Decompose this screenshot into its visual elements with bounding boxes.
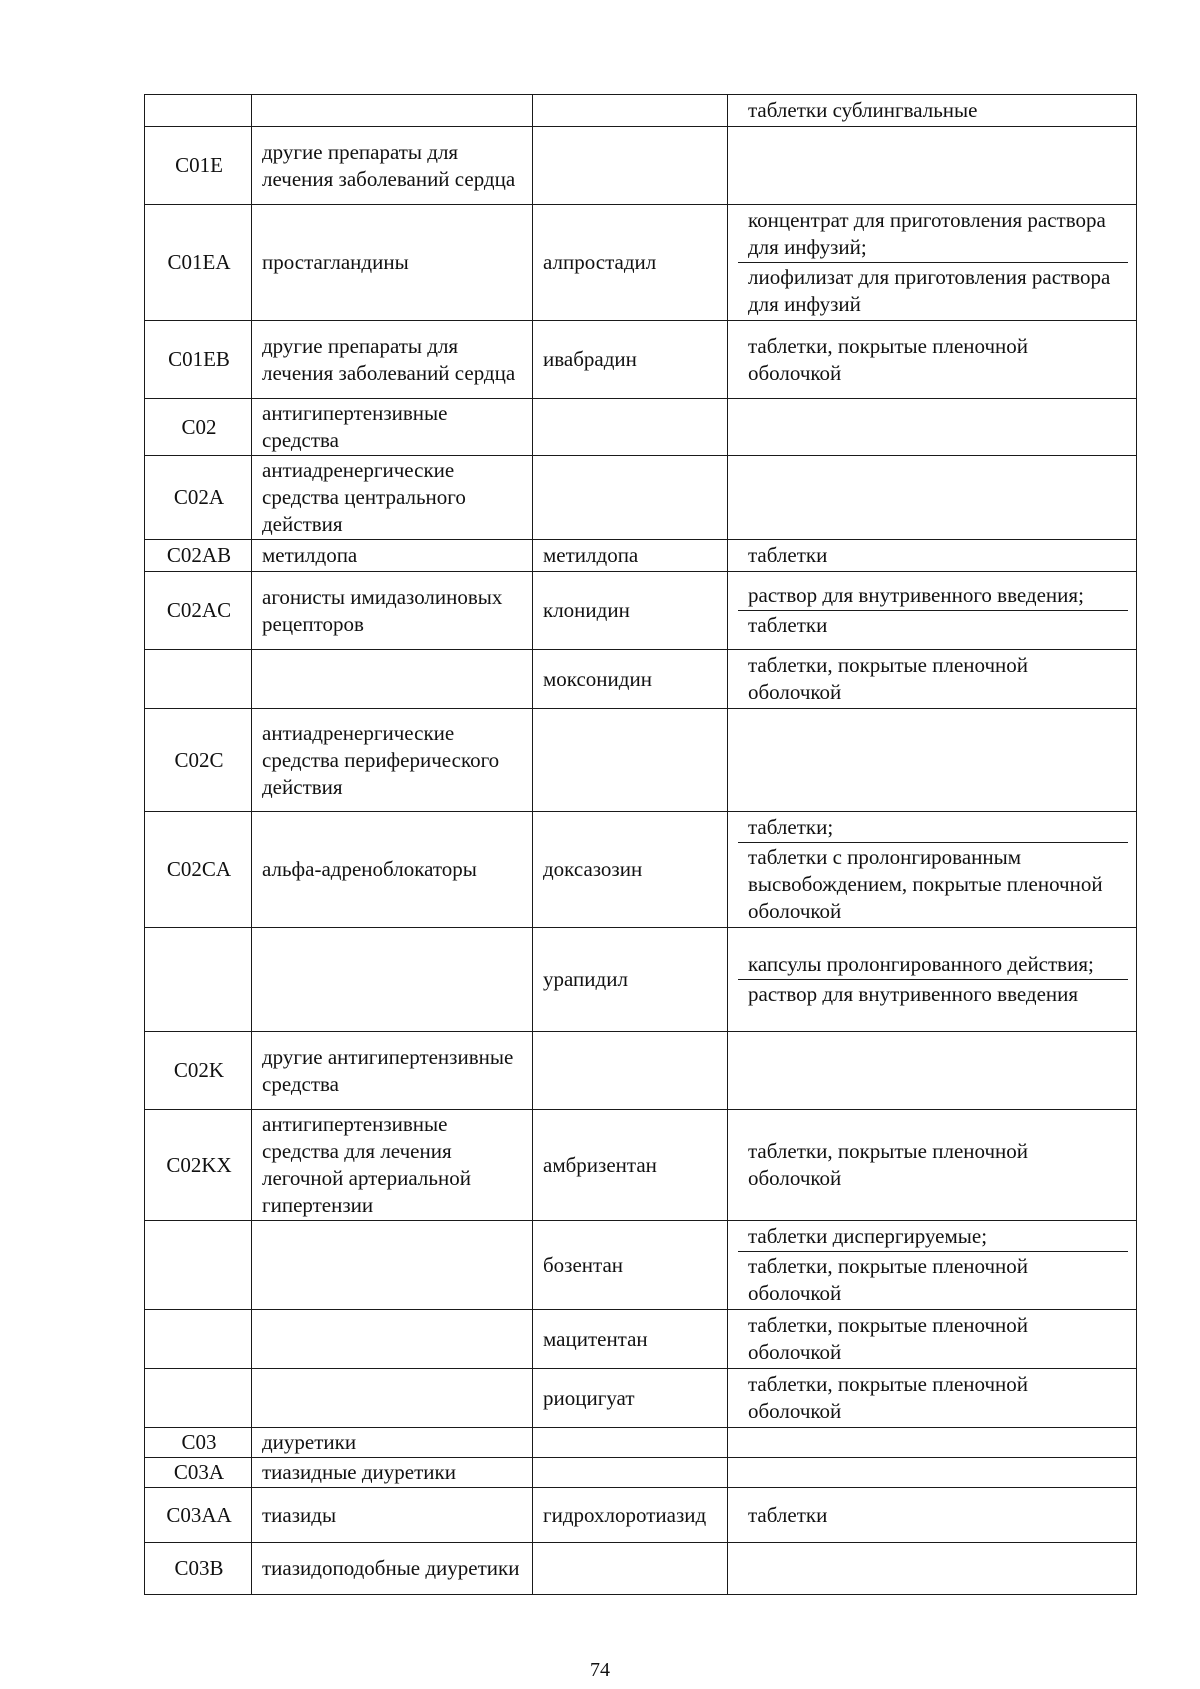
atc-group-cell (252, 1369, 533, 1428)
dosage-forms-cell (728, 709, 1137, 812)
dosage-form: капсулы пролонгированного действия; (748, 952, 1094, 976)
atc-code-cell: C01E (145, 127, 252, 205)
dosage-forms-cell (728, 650, 1137, 709)
dosage-form: таблетки сублингвальные (748, 98, 978, 122)
dosage-forms-cell (728, 456, 1137, 540)
drug-name-cell: амбризентан (533, 1110, 728, 1221)
drug-name-cell (533, 1428, 728, 1458)
drug-name-cell: риоцигуат (533, 1369, 728, 1428)
dosage-forms-cell (728, 540, 1137, 572)
dosage-forms-cell (728, 321, 1137, 399)
drug-name-cell: гидрохлоротиазид (533, 1488, 728, 1543)
dosage-forms-cell (728, 928, 1137, 1032)
dosage-form: таблетки с пролонгированным высвобождением, покрытые пленочной оболочкой (738, 842, 1128, 926)
table-row (145, 1458, 1137, 1488)
atc-group-cell: антигипертензивные средства (252, 399, 533, 456)
atc-code-cell (145, 95, 252, 127)
table-row (145, 205, 1137, 321)
dosage-form: таблетки, покрытые пленочной оболочкой (748, 1372, 1029, 1423)
drug-name-cell: мацитентан (533, 1310, 728, 1369)
dosage-form: таблетки, покрытые пленочной оболочкой (748, 653, 1029, 704)
atc-group-cell: диуретики (252, 1428, 533, 1458)
drug-name-cell: моксонидин (533, 650, 728, 709)
atc-code-cell (145, 1310, 252, 1369)
table-row (145, 1543, 1137, 1595)
table-row (145, 572, 1137, 650)
dosage-form: таблетки; (748, 815, 834, 839)
table-row (145, 650, 1137, 709)
atc-code-cell: C03AA (145, 1488, 252, 1543)
dosage-forms-cell (728, 1458, 1137, 1488)
drug-name-cell (533, 1458, 728, 1488)
atc-code-cell (145, 650, 252, 709)
dosage-forms-cell (728, 1543, 1137, 1595)
dosage-forms-cell (728, 1221, 1137, 1310)
table-row (145, 399, 1137, 456)
atc-group-cell: тиазидоподобные диуретики (252, 1543, 533, 1595)
dosage-form: раствор для внутривенного введения; (748, 583, 1084, 607)
table-row (145, 1221, 1137, 1310)
atc-code-cell: C02 (145, 399, 252, 456)
table-row (145, 812, 1137, 928)
dosage-forms-cell (728, 1110, 1137, 1221)
atc-group-cell (252, 650, 533, 709)
atc-group-cell: антиадренергические средства центрального действия (252, 456, 533, 540)
dosage-forms-cell (728, 1032, 1137, 1110)
atc-group-cell: простагландины (252, 205, 533, 321)
atc-group-cell: другие препараты для лечения заболеваний сердца (252, 127, 533, 205)
atc-code-cell: C02K (145, 1032, 252, 1110)
table-row (145, 1310, 1137, 1369)
atc-group-cell: метилдопа (252, 540, 533, 572)
dosage-form: таблетки, покрытые пленочной оболочкой (748, 1313, 1029, 1364)
dosage-forms-cell (728, 572, 1137, 650)
drug-name-cell (533, 399, 728, 456)
dosage-forms-cell (728, 399, 1137, 456)
drug-table-body (145, 95, 1137, 1595)
drug-name-cell: бозентан (533, 1221, 728, 1310)
atc-code-cell (145, 1221, 252, 1310)
drug-name-cell (533, 709, 728, 812)
atc-group-cell: тиазиды (252, 1488, 533, 1543)
dosage-form: таблетки диспергируемые; (748, 1224, 988, 1248)
table-row (145, 456, 1137, 540)
dosage-form: лиофилизат для приготовления раствора для инфузий (738, 262, 1128, 319)
atc-code-cell: C01EB (145, 321, 252, 399)
table-row (145, 1369, 1137, 1428)
atc-group-cell: антигипертензивные средства для лечения легочной артериальной гипертензии (252, 1110, 533, 1221)
table-row (145, 928, 1137, 1032)
dosage-form: таблетки, покрытые пленочной оболочкой (748, 333, 1029, 385)
atc-group-cell: другие препараты для лечения заболеваний сердца (252, 321, 533, 399)
table-row (145, 1110, 1137, 1221)
dosage-forms-cell (728, 127, 1137, 205)
atc-code-cell: C02AB (145, 540, 252, 572)
dosage-form: таблетки (738, 610, 1128, 640)
dosage-forms-cell (728, 95, 1137, 127)
dosage-forms-cell (728, 1428, 1137, 1458)
drug-name-cell (533, 456, 728, 540)
atc-group-cell: тиазидные диуретики (252, 1458, 533, 1488)
atc-group-cell (252, 1310, 533, 1369)
atc-code-cell: C03 (145, 1428, 252, 1458)
table-row (145, 709, 1137, 812)
table-row (145, 321, 1137, 399)
dosage-form: таблетки, покрытые пленочной оболочкой (748, 1139, 1029, 1190)
drug-name-cell: клонидин (533, 572, 728, 650)
dosage-form: таблетки, покрытые пленочной оболочкой (738, 1251, 1128, 1308)
dosage-forms-cell (728, 1488, 1137, 1543)
dosage-forms-cell (728, 1310, 1137, 1369)
drug-name-cell: алпростадил (533, 205, 728, 321)
drug-name-cell: метилдопа (533, 540, 728, 572)
table-row (145, 1032, 1137, 1110)
drug-name-cell (533, 95, 728, 127)
drug-name-cell (533, 1032, 728, 1110)
atc-code-cell (145, 928, 252, 1032)
drug-table (144, 94, 1137, 1595)
table-row (145, 95, 1137, 127)
atc-code-cell: C02KX (145, 1110, 252, 1221)
table-row (145, 1428, 1137, 1458)
dosage-form: концентрат для приготовления раствора для инфузий; (748, 208, 1106, 259)
atc-code-cell: C02A (145, 456, 252, 540)
atc-group-cell: другие антигипертензивные средства (252, 1032, 533, 1110)
dosage-forms-cell (728, 812, 1137, 928)
atc-group-cell: агонисты имидазолиновых рецепторов (252, 572, 533, 650)
atc-group-cell: альфа-адреноблокаторы (252, 812, 533, 928)
atc-group-cell (252, 95, 533, 127)
atc-code-cell: C03B (145, 1543, 252, 1595)
dosage-forms-cell (728, 1369, 1137, 1428)
drug-name-cell: доксазозин (533, 812, 728, 928)
atc-code-cell: C02C (145, 709, 252, 812)
drug-name-cell: урапидил (533, 928, 728, 1032)
page-number: 74 (590, 1659, 610, 1681)
dosage-form: таблетки (748, 543, 828, 567)
drug-name-cell (533, 127, 728, 205)
table-row (145, 1488, 1137, 1543)
dosage-form: раствор для внутривенного введения (738, 979, 1128, 1009)
atc-code-cell (145, 1369, 252, 1428)
drug-name-cell: ивабрадин (533, 321, 728, 399)
dosage-forms-cell (728, 205, 1137, 321)
table-row (145, 540, 1137, 572)
atc-code-cell: C02CA (145, 812, 252, 928)
atc-code-cell: C03A (145, 1458, 252, 1488)
atc-code-cell: C02AC (145, 572, 252, 650)
atc-code-cell: C01EA (145, 205, 252, 321)
atc-group-cell (252, 928, 533, 1032)
atc-group-cell: антиадренергические средства периферического действия (252, 709, 533, 812)
atc-group-cell (252, 1221, 533, 1310)
dosage-form: таблетки (748, 1502, 828, 1527)
drug-name-cell (533, 1543, 728, 1595)
table-row (145, 127, 1137, 205)
